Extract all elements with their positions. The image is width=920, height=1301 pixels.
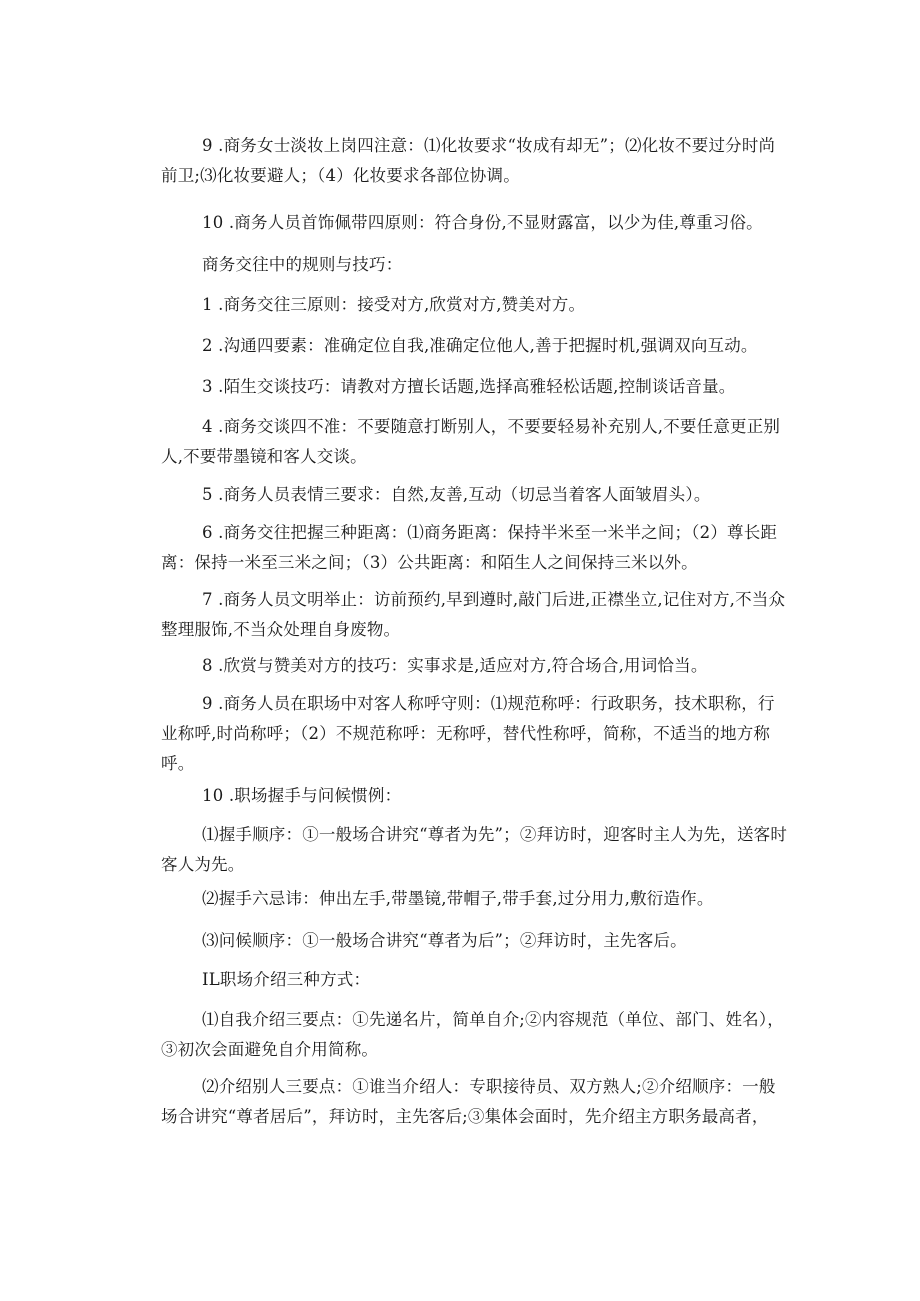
paragraph-stranger-talk: 3 .陌生交谈技巧：请教对方擅长话题,选择高雅轻松话题,控制谈话音量。 — [202, 377, 736, 396]
section-heading-rules-skills: 商务交往中的规则与技巧： — [202, 255, 403, 274]
paragraph-three-principles: 1 .商务交往三原则：接受对方,欣赏对方,赞美对方。 — [202, 295, 586, 314]
paragraph-introducing-others: ⑵介绍别人三要点：①谁当介绍人：专职接待员、双方熟人;②介绍顺序：一般场合讲究“尊者居后”，拜访时，主先客后;③集体会面时，先介绍主方职务最高者， — [161, 1077, 776, 1126]
paragraph-greeting-order: ⑶问候顺序：①一般场合讲究“尊者为后”；②拜访时，主先客后。 — [202, 931, 687, 950]
paragraph-conversation-donts: 4 .商务交谈四不准：不要随意打断别人，不要要轻易补充别人,不要任意更正别人,不要带墨镜和客人交谈。 — [161, 417, 781, 466]
paragraph-handshake-order: ⑴握手顺序：①一般场合讲究“尊者为先”；②拜访时，迎客时主人为先，送客时客人为先。 — [161, 825, 788, 874]
paragraph-self-introduction: ⑴自我介绍三要点：①先递名片，简单自介;②内容规范（单位、部门、姓名），③初次会面避免自介用简称。 — [161, 1010, 785, 1059]
paragraph-appreciation-skills: 8 .欣赏与赞美对方的技巧：实事求是,适应对方,符合场合,用词恰当。 — [202, 656, 708, 675]
paragraph-introduction-heading: IL职场介绍三种方式： — [202, 970, 371, 989]
paragraph-communication-elements: 2 .沟通四要素：准确定位自我,准确定位他人,善于把握时机,强调双向互动。 — [202, 336, 758, 355]
paragraph-makeup-rules: 9 .商务女士淡妆上岗四注意：⑴化妆要求“妆成有却无”；⑵化妆不要过分时尚前卫;⑶化妆要避人；（4）化妆要求各部位协调。 — [161, 136, 776, 185]
paragraph-handshake-taboos: ⑵握手六忌讳：伸出左手,带墨镜,带帽子,带手套,过分用力,敷衍造作。 — [202, 889, 714, 908]
paragraph-civil-behavior: 7 .商务人员文明举止：访前预约,早到遵时,敲门后进,正襟坐立,记住对方,不当众整理服饰,不当众处理自身废物。 — [161, 590, 786, 639]
paragraph-jewelry-rules: 10 .商务人员首饰佩带四原则：符合身份,不显财露富，以少为佳,尊重习俗。 — [202, 213, 763, 232]
paragraph-handshake-heading: 10 .职场握手与问候惯例： — [202, 786, 402, 805]
paragraph-expression-requirements: 5 .商务人员表情三要求：自然,友善,互动（切忌当着客人面皱眉头）。 — [202, 485, 711, 504]
paragraph-addressing-rules: 9 .商务人员在职场中对客人称呼守则：⑴规范称呼：行政职务，技术职称，行业称呼,时尚称呼；（2）不规范称呼：无称呼，替代性称呼，简称，不适当的地方称呼。 — [161, 694, 775, 773]
paragraph-three-distances: 6 .商务交往把握三种距离：⑴商务距离：保持半米至一米半之间；（2）尊长距离：保持一米至三米之间；（3）公共距离：和陌生人之间保持三米以外。 — [161, 523, 778, 572]
